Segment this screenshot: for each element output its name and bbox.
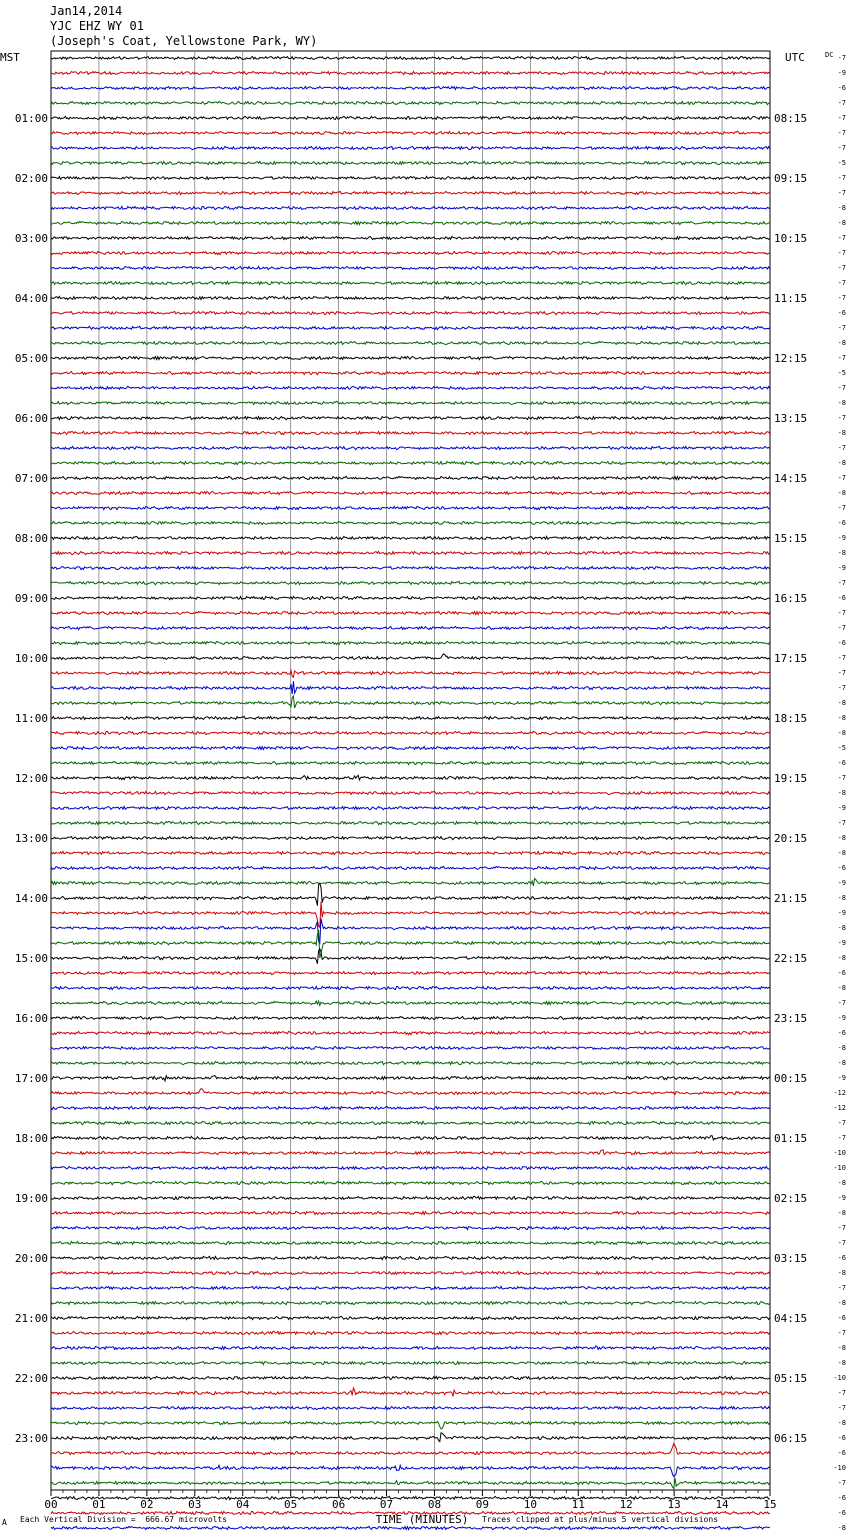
trace-42 <box>51 681 770 694</box>
x-tick-label-9: 09 <box>475 1498 490 1511</box>
scale-note: Each Vertical Division = 666.67 microvolts <box>20 1515 228 1524</box>
dc-offset-label-59: -9 <box>837 939 846 947</box>
trace-37 <box>51 611 770 614</box>
mst-label-23: 23:00 <box>14 1432 48 1445</box>
utc-label-10: 17:15 <box>774 652 808 665</box>
x-tick-label-2: 02 <box>140 1498 154 1511</box>
trace-25 <box>51 431 770 434</box>
dc-offset-label-49: -8 <box>837 789 846 797</box>
dc-offset-label-45: -8 <box>837 729 846 737</box>
x-tick-label-10: 10 <box>523 1498 537 1511</box>
dc-offset-label-43: -8 <box>837 699 846 707</box>
trace-32 <box>51 536 770 539</box>
x-axis-title: TIME (MINUTES) <box>375 1513 469 1526</box>
dc-offset-label-71: -7 <box>837 1119 846 1127</box>
mst-label-1: 01:00 <box>14 112 48 125</box>
dc-offset-label-24: -7 <box>837 414 846 422</box>
trace-33 <box>51 551 770 554</box>
dc-offset-label-17: -6 <box>837 309 846 317</box>
trace-62 <box>51 986 770 989</box>
utc-label-4: 11:15 <box>774 292 808 305</box>
trace-23 <box>51 401 770 404</box>
dc-offset-label-44: -8 <box>837 714 846 722</box>
trace-5 <box>51 131 770 134</box>
dc-offset-label-58: -8 <box>837 924 846 932</box>
dc-offset-label-67: -8 <box>837 1059 846 1067</box>
dc-offset-label-81: -8 <box>837 1269 846 1277</box>
dc-offset-label-65: -6 <box>837 1029 846 1037</box>
dc-offset-label-55: -9 <box>837 879 846 887</box>
footer-mark: A <box>2 1518 7 1527</box>
trace-56 <box>51 883 770 906</box>
trace-48 <box>51 775 770 780</box>
trace-19 <box>51 341 770 344</box>
trace-68 <box>51 1076 770 1081</box>
utc-label-14: 21:15 <box>774 892 808 905</box>
trace-38 <box>51 626 770 629</box>
x-tick-label-15: 15 <box>763 1498 777 1511</box>
x-tick-label-14: 14 <box>715 1498 729 1511</box>
trace-26 <box>51 446 770 449</box>
dc-offset-label-14: -7 <box>837 264 846 272</box>
dc-offset-label-42: -7 <box>837 684 846 692</box>
dc-offset-label-73: -10 <box>833 1149 846 1157</box>
dc-offset-label-41: -7 <box>837 669 846 677</box>
dc-offset-label-87: -8 <box>837 1359 846 1367</box>
utc-label-2: 09:15 <box>774 172 808 185</box>
mst-label-9: 09:00 <box>14 592 48 605</box>
x-tick-label-7: 07 <box>379 1498 394 1511</box>
trace-61 <box>51 971 770 974</box>
trace-7 <box>51 161 770 164</box>
dc-offset-label-27: -8 <box>837 459 846 467</box>
dc-offset-label-76: -9 <box>837 1194 846 1202</box>
dc-offset-label-34: -9 <box>837 564 846 572</box>
dc-offset-label-13: -7 <box>837 249 846 257</box>
dc-offset-label-37: -7 <box>837 609 846 617</box>
trace-14 <box>51 266 770 269</box>
trace-0 <box>51 56 770 59</box>
dc-axis-label: DC <box>825 51 834 59</box>
dc-offset-label-51: -7 <box>837 819 846 827</box>
dc-offset-label-30: -7 <box>837 504 846 512</box>
dc-offset-label-9: -7 <box>837 189 846 197</box>
trace-59 <box>51 930 770 958</box>
x-tick-label-4: 04 <box>236 1498 250 1511</box>
trace-53 <box>51 851 770 854</box>
dc-offset-label-40: -7 <box>837 654 846 662</box>
trace-58 <box>51 919 770 944</box>
trace-94 <box>51 1465 770 1476</box>
trace-86 <box>51 1346 770 1350</box>
trace-18 <box>51 326 770 329</box>
x-tick-label-3: 03 <box>188 1498 202 1511</box>
trace-70 <box>51 1106 770 1109</box>
trace-74 <box>51 1166 770 1169</box>
dc-offset-label-12: -7 <box>837 234 846 242</box>
dc-offset-label-91: -8 <box>837 1419 846 1427</box>
mst-label-4: 04:00 <box>14 292 48 305</box>
dc-offset-label-19: -8 <box>837 339 846 347</box>
dc-offset-label-5: -7 <box>837 129 846 137</box>
utc-label-9: 16:15 <box>774 592 808 605</box>
utc-label-13: 20:15 <box>774 832 808 845</box>
dc-offset-label-82: -7 <box>837 1284 846 1292</box>
x-tick-label-11: 11 <box>571 1498 585 1511</box>
dc-offset-label-86: -8 <box>837 1344 846 1352</box>
trace-66 <box>51 1046 770 1049</box>
dc-offset-label-33: -8 <box>837 549 846 557</box>
clip-note: Traces clipped at plus/minus 5 vertical divisions <box>482 1515 719 1524</box>
trace-92 <box>51 1433 770 1442</box>
dc-offset-label-72: -7 <box>837 1134 846 1142</box>
dc-offset-label-11: -8 <box>837 219 846 227</box>
trace-76 <box>51 1196 770 1199</box>
location-label: (Joseph's Coat, Yellowstone Park, WY) <box>50 34 318 48</box>
dc-offset-label-10: -8 <box>837 204 846 212</box>
date-label: Jan14,2014 <box>50 4 123 18</box>
trace-27 <box>51 461 770 464</box>
mst-label-3: 03:00 <box>14 232 48 245</box>
dc-offset-label-46: -5 <box>837 744 846 752</box>
trace-87 <box>51 1361 770 1364</box>
trace-69 <box>51 1089 770 1095</box>
trace-63 <box>51 1001 770 1006</box>
trace-11 <box>51 221 770 224</box>
mst-label-8: 08:00 <box>14 532 48 545</box>
trace-67 <box>51 1061 770 1064</box>
dc-offset-label-96: -6 <box>837 1494 846 1502</box>
trace-51 <box>51 821 770 824</box>
trace-47 <box>51 761 770 764</box>
dc-offset-label-78: -7 <box>837 1224 846 1232</box>
dc-offset-label-47: -6 <box>837 759 846 767</box>
trace-10 <box>51 206 770 209</box>
mst-label-14: 14:00 <box>14 892 48 905</box>
trace-16 <box>51 296 770 299</box>
trace-4 <box>51 116 770 119</box>
dc-offset-label-26: -7 <box>837 444 846 452</box>
trace-80 <box>51 1256 770 1259</box>
dc-offset-label-18: -7 <box>837 324 846 332</box>
trace-28 <box>51 476 770 479</box>
dc-offset-label-23: -8 <box>837 399 846 407</box>
mst-label-11: 11:00 <box>14 712 48 725</box>
dc-offset-label-4: -7 <box>837 114 846 122</box>
dc-offset-label-32: -9 <box>837 534 846 542</box>
mst-label-5: 05:00 <box>14 352 48 365</box>
dc-offset-label-1: -9 <box>837 69 846 77</box>
mst-label-7: 07:00 <box>14 472 48 485</box>
trace-60 <box>51 949 770 964</box>
trace-2 <box>51 86 770 89</box>
trace-77 <box>51 1211 770 1214</box>
trace-46 <box>51 746 770 749</box>
trace-90 <box>51 1406 770 1409</box>
trace-21 <box>51 371 770 374</box>
trace-57 <box>51 902 770 928</box>
trace-30 <box>51 506 770 509</box>
trace-36 <box>51 596 770 599</box>
trace-50 <box>51 806 770 809</box>
dc-offset-label-6: -7 <box>837 144 846 152</box>
trace-43 <box>51 696 770 708</box>
dc-offset-label-16: -7 <box>837 294 846 302</box>
dc-offset-label-75: -8 <box>837 1179 846 1187</box>
mst-label-20: 20:00 <box>14 1252 48 1265</box>
trace-65 <box>51 1031 770 1034</box>
utc-label-11: 18:15 <box>774 712 808 725</box>
dc-offset-label-74: -10 <box>833 1164 846 1172</box>
trace-81 <box>51 1271 770 1274</box>
dc-offset-label-56: -8 <box>837 894 846 902</box>
trace-1 <box>51 71 770 74</box>
trace-12 <box>51 236 770 239</box>
trace-93 <box>51 1443 770 1454</box>
trace-45 <box>51 731 770 734</box>
trace-34 <box>51 566 770 569</box>
trace-54 <box>51 866 770 869</box>
dc-offset-label-22: -7 <box>837 384 846 392</box>
dc-offset-label-62: -8 <box>837 984 846 992</box>
utc-axis-label: UTC <box>785 51 805 64</box>
trace-89 <box>51 1388 770 1396</box>
trace-8 <box>51 176 770 179</box>
trace-88 <box>51 1376 770 1379</box>
dc-offset-label-70: -12 <box>833 1104 846 1112</box>
mst-label-18: 18:00 <box>14 1132 48 1145</box>
trace-79 <box>51 1241 770 1244</box>
dc-offset-label-52: -8 <box>837 834 846 842</box>
utc-label-3: 10:15 <box>774 232 808 245</box>
dc-offset-label-77: -8 <box>837 1209 846 1217</box>
dc-offset-label-31: -6 <box>837 519 846 527</box>
dc-offset-label-57: -9 <box>837 909 846 917</box>
dc-offset-label-53: -8 <box>837 849 846 857</box>
mst-label-16: 16:00 <box>14 1012 48 1025</box>
dc-offset-label-50: -9 <box>837 804 846 812</box>
dc-offset-label-66: -8 <box>837 1044 846 1052</box>
utc-label-5: 12:15 <box>774 352 808 365</box>
dc-offset-label-90: -7 <box>837 1404 846 1412</box>
trace-39 <box>51 641 770 644</box>
dc-offset-label-36: -6 <box>837 594 846 602</box>
trace-95 <box>51 1478 770 1489</box>
dc-offset-label-54: -6 <box>837 864 846 872</box>
trace-24 <box>51 416 770 419</box>
x-tick-label-0: 00 <box>44 1498 58 1511</box>
dc-offset-label-89: -7 <box>837 1389 846 1397</box>
dc-offset-label-68: -9 <box>837 1074 846 1082</box>
trace-40 <box>51 654 770 660</box>
dc-offset-label-95: -7 <box>837 1479 846 1487</box>
trace-64 <box>51 1016 770 1019</box>
x-tick-label-8: 08 <box>427 1498 442 1511</box>
dc-offset-label-80: -6 <box>837 1254 846 1262</box>
dc-offset-label-15: -7 <box>837 279 846 287</box>
trace-35 <box>51 581 770 584</box>
dc-offset-label-84: -6 <box>837 1314 846 1322</box>
trace-71 <box>51 1121 770 1124</box>
dc-offset-label-20: -7 <box>837 354 846 362</box>
x-tick-label-1: 01 <box>92 1498 106 1511</box>
trace-41 <box>51 671 770 678</box>
utc-label-19: 02:15 <box>774 1192 808 1205</box>
trace-22 <box>51 386 770 389</box>
dc-offset-label-93: -6 <box>837 1449 846 1457</box>
utc-label-21: 04:15 <box>774 1312 808 1325</box>
x-tick-label-6: 06 <box>331 1498 346 1511</box>
trace-82 <box>51 1286 770 1289</box>
trace-20 <box>51 356 770 359</box>
trace-98 <box>51 1526 770 1529</box>
trace-9 <box>51 191 770 194</box>
dc-offset-label-35: -7 <box>837 579 846 587</box>
trace-6 <box>51 146 770 149</box>
dc-offset-label-64: -9 <box>837 1014 846 1022</box>
utc-label-18: 01:15 <box>774 1132 808 1145</box>
utc-label-17: 00:15 <box>774 1072 808 1085</box>
dc-offset-label-48: -7 <box>837 774 846 782</box>
utc-label-8: 15:15 <box>774 532 808 545</box>
trace-31 <box>51 521 770 524</box>
mst-label-12: 12:00 <box>14 772 48 785</box>
utc-label-22: 05:15 <box>774 1372 808 1385</box>
x-tick-label-13: 13 <box>667 1498 681 1511</box>
trace-78 <box>51 1226 770 1229</box>
utc-label-7: 14:15 <box>774 472 808 485</box>
trace-96 <box>51 1496 770 1499</box>
trace-72 <box>51 1136 770 1140</box>
utc-label-15: 22:15 <box>774 952 808 965</box>
mst-label-19: 19:00 <box>14 1192 48 1205</box>
utc-label-20: 03:15 <box>774 1252 808 1265</box>
dc-offset-label-3: -7 <box>837 99 846 107</box>
x-tick-label-5: 05 <box>284 1498 298 1511</box>
dc-offset-label-25: -8 <box>837 429 846 437</box>
trace-73 <box>51 1150 770 1155</box>
utc-label-12: 19:15 <box>774 772 808 785</box>
dc-offset-label-61: -6 <box>837 969 846 977</box>
trace-55 <box>51 878 770 886</box>
dc-offset-label-69: -12 <box>833 1089 846 1097</box>
trace-15 <box>51 281 770 284</box>
trace-3 <box>51 101 770 104</box>
dc-offset-label-60: -8 <box>837 954 846 962</box>
trace-49 <box>51 791 770 794</box>
trace-75 <box>51 1181 770 1184</box>
mst-label-17: 17:00 <box>14 1072 48 1085</box>
trace-52 <box>51 836 770 839</box>
x-tick-label-12: 12 <box>619 1498 633 1511</box>
dc-offset-label-21: -5 <box>837 369 846 377</box>
dc-offset-label-28: -7 <box>837 474 846 482</box>
trace-83 <box>51 1301 770 1304</box>
mst-label-15: 15:00 <box>14 952 48 965</box>
dc-offset-label-63: -7 <box>837 999 846 1007</box>
trace-85 <box>51 1331 770 1334</box>
mst-label-22: 22:00 <box>14 1372 48 1385</box>
utc-label-23: 06:15 <box>774 1432 808 1445</box>
dc-offset-label-97: -6 <box>837 1509 846 1517</box>
trace-29 <box>51 491 770 494</box>
trace-44 <box>51 716 770 719</box>
mst-label-13: 13:00 <box>14 832 48 845</box>
dc-offset-label-2: -6 <box>837 84 846 92</box>
utc-label-6: 13:15 <box>774 412 808 425</box>
utc-label-1: 08:15 <box>774 112 808 125</box>
trace-91 <box>51 1421 770 1428</box>
mst-label-2: 02:00 <box>14 172 48 185</box>
dc-offset-label-79: -7 <box>837 1239 846 1247</box>
dc-offset-label-8: -7 <box>837 174 846 182</box>
dc-offset-label-85: -7 <box>837 1329 846 1337</box>
utc-label-16: 23:15 <box>774 1012 808 1025</box>
dc-offset-label-83: -8 <box>837 1299 846 1307</box>
station-label: YJC EHZ WY 01 <box>50 19 144 33</box>
dc-offset-label-94: -10 <box>833 1464 846 1472</box>
mst-label-10: 10:00 <box>14 652 48 665</box>
dc-offset-label-38: -7 <box>837 624 846 632</box>
dc-offset-label-88: -10 <box>833 1374 846 1382</box>
mst-label-21: 21:00 <box>14 1312 48 1325</box>
dc-offset-label-7: -5 <box>837 159 846 167</box>
dc-offset-label-92: -6 <box>837 1434 846 1442</box>
trace-13 <box>51 251 770 254</box>
dc-offset-label-98: -8 <box>837 1524 846 1532</box>
dc-offset-label-0: -7 <box>837 54 846 62</box>
mst-axis-label: MST <box>0 51 20 64</box>
mst-label-6: 06:00 <box>14 412 48 425</box>
dc-offset-label-39: -6 <box>837 639 846 647</box>
dc-offset-label-29: -8 <box>837 489 846 497</box>
trace-84 <box>51 1316 770 1319</box>
trace-17 <box>51 311 770 314</box>
